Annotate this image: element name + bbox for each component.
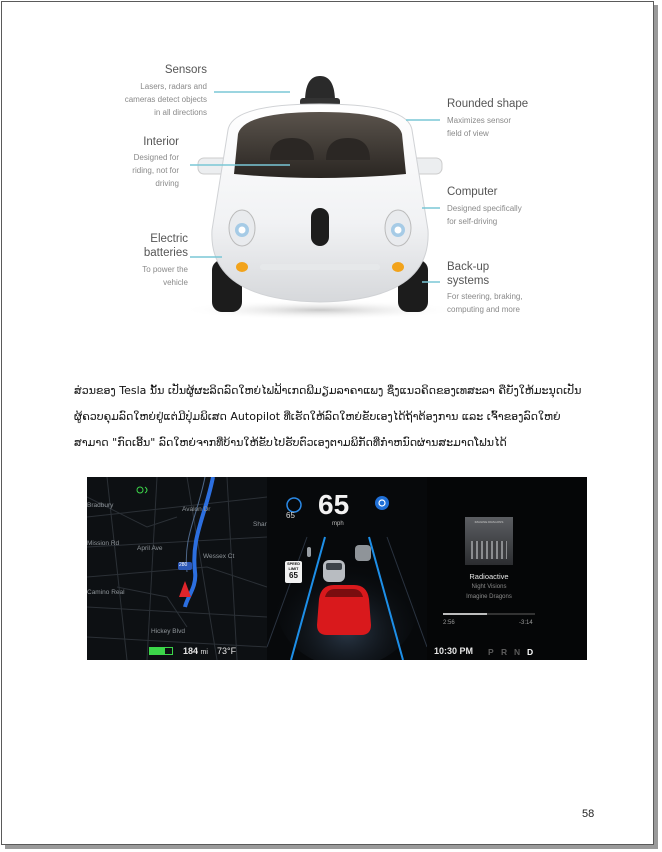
windshield [234,112,406,178]
paragraph-line-2: ຜູ້ຄວບຄຸມລົດໃຫຍ່ຢູ່ແຕ່ມີປຸ່ມພິເສດ Autopilot ທີ່ເຮັດໃຫ້ລົດໃຫຍ່ຂັບເອງໄດ້ຖ້າຕ້ອງການ ແລະ ເຈົ້າຂອງລົດໃຫຍ່ [74,410,561,423]
adjacent-car [355,545,371,561]
paragraph-line-3: ສາມາດ "ກົດເອີ້ນ" ລົດໃຫຍ່ຈາກທີ່ບ້ານໃຫ້ຂັບໄປຮັບຕົວເອງຕາມພິກັດທີ່ກຳຫນົດຜ່ານສະມາດໂຟນໄດ້ [74,436,507,449]
track-progress-bar[interactable] [443,613,535,615]
page-number: 58 [582,808,595,820]
map-label: April Ave [137,545,163,552]
tesla-dashboard-figure [87,477,587,660]
map-label: Avalon Dr [182,506,211,513]
annotation-interior-desc: Designed for riding, not for driving [132,153,179,188]
album-art: IMAGINE DRAGONS [465,517,513,565]
annotation-batteries-title: Electric batteries [143,233,188,259]
map-label: Mission Rd [87,540,120,547]
current-speed: 65 [318,489,350,520]
set-speed: 65 [286,511,295,520]
track-elapsed: 2:56 [443,620,455,626]
map-label: Hickey Blvd [151,628,185,635]
gear-r[interactable]: R [501,647,508,657]
right-turn-lamp [392,262,404,272]
autosteer-icon [375,496,389,510]
gear-n[interactable]: N [514,647,521,657]
nose-sensor [311,208,329,246]
body-paragraph [74,378,594,456]
outside-temperature: 73°F [217,646,237,656]
gear-p[interactable]: P [488,647,494,657]
track-title: Radioactive [469,572,509,581]
speed-limit-text: SPEED LIMIT 65 [287,562,300,580]
clock: 10:30 PM [434,646,474,656]
annotation-computer-desc: Designed specifically for self-driving [447,204,522,226]
paragraph-line-1: ສ່ວນຂອງ Tesla ນັ້ນ ເປັນຜູ້ຜະລິດລົດໃຫຍ່ໄຟຟ້າເກດພີມຽມລາຄາແພງ ຊຶ່ງແນວຄິດຂອງເທສະລາ ຄືຍັງໃຫ້ມະນຸດເປັນ [74,384,582,397]
annotation-backup-title: Back-up systems [447,261,490,287]
map-label: Camino Real [87,589,125,596]
artist-name: Imagine Dragons [466,594,512,600]
annotation-rounded-shape-desc: Maximizes sensor field of view [447,116,512,138]
map-label: Wessex Ct [203,553,235,560]
annotation-backup-desc: For steering, braking, computing and more [447,292,523,314]
left-turn-lamp [236,262,248,272]
battery-range: 184 mi [183,646,208,656]
track-remaining: -3:14 [519,620,533,626]
map-label: Bradbury [87,502,114,509]
annotation-sensors-title: Sensors [164,64,207,76]
annotation-sensors-desc: Lasers, radars and cameras detect objects in all directions [124,82,207,117]
annotation-computer-title: Computer [447,186,498,198]
pedestrian [307,547,311,557]
annotation-batteries-desc: To power the vehicle [142,265,188,287]
gear-d[interactable]: D [527,647,534,657]
annotation-rounded-shape-title: Rounded shape [447,98,529,110]
route-badge-label: 280 [179,562,188,568]
self-driving-car-figure [110,60,550,325]
album-name: Night Visions [471,584,507,590]
map-label: Shar [253,521,267,528]
battery-icon [149,647,173,655]
speed-unit: mph [332,521,344,527]
annotation-interior-title: Interior [143,136,179,148]
